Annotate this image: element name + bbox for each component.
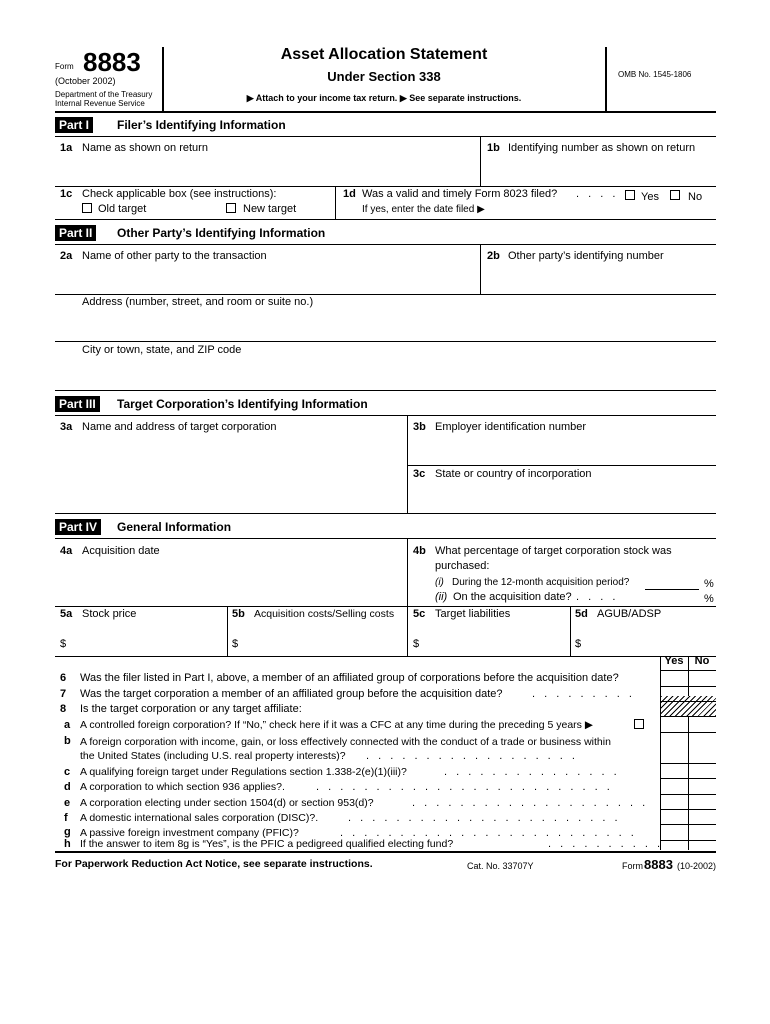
other-party-address-field[interactable]: [55, 310, 716, 340]
q8e-no-box[interactable]: [689, 795, 716, 808]
q6-no-box[interactable]: [689, 671, 716, 685]
q8h-letter: h: [64, 838, 71, 850]
line-5a-label: Stock price: [82, 608, 137, 620]
q7-no-box[interactable]: [689, 687, 716, 700]
line-4b-ii-dots: . . . .: [576, 591, 619, 603]
line-1a-number: 1a: [60, 142, 73, 154]
line-3c-number: 3c: [413, 468, 426, 480]
q8b-text-1: A foreign corporation with income, gain, or loss effectively connected with the conduct of a trade or business within: [80, 736, 611, 748]
old-target-checkbox[interactable]: [82, 203, 92, 213]
footer-form-number: 8883: [644, 857, 673, 872]
line-5d-dollar: $: [575, 638, 582, 650]
q7-dots: . . . . . . . . .: [532, 688, 635, 700]
form-8023-no-checkbox[interactable]: [670, 190, 680, 200]
line-1a-label: Name as shown on return: [82, 142, 208, 154]
q8c-yes-box[interactable]: [661, 764, 688, 777]
percent-sign-i: %: [704, 578, 714, 590]
line-1b-number: 1b: [487, 142, 500, 154]
line-5c-dollar: $: [413, 638, 420, 650]
line-1d-dots: . . . .: [576, 188, 619, 200]
line-4b-number: 4b: [413, 545, 426, 557]
address-label: Address (number, street, and room or suite no.): [82, 296, 314, 308]
q6-yes-box[interactable]: [661, 671, 688, 685]
new-target-checkbox[interactable]: [226, 203, 236, 213]
q8b-text-2: the United States (including U.S. real property interests)?: [80, 750, 346, 762]
line-5c-label: Target liabilities: [435, 608, 511, 620]
q8a-cfc-checkbox[interactable]: [634, 719, 644, 729]
agub-adsp-field[interactable]: [585, 636, 715, 654]
col-yes-header: Yes: [664, 655, 684, 667]
line-4a-number: 4a: [60, 545, 73, 557]
line-5d-number: 5d: [575, 608, 588, 620]
line-4b-label-1: What percentage of target corporation stock was: [435, 545, 672, 557]
q8c-dots: . . . . . . . . . . . . . . .: [444, 766, 620, 778]
line-3a-label: Name and address of target corporation: [82, 421, 277, 433]
part-2-tag: Part II: [55, 225, 96, 241]
q8h-dots: . . . . . . . . . .: [548, 838, 664, 850]
q8f-no-box[interactable]: [689, 810, 716, 823]
attach-instructions: ▶ Attach to your income tax return. ▶ See separate instructions.: [246, 93, 522, 103]
q8e-dots: . . . . . . . . . . . . . . . . . . . .: [412, 797, 649, 809]
q8h-no-box[interactable]: [689, 840, 716, 850]
q8h-text: If the answer to item 8g is “Yes”, is the PFIC a pedigreed qualified electing fund?: [80, 838, 454, 850]
line-4b-label-2: purchased:: [435, 560, 490, 572]
part-2-title: Other Party’s Identifying Information: [117, 226, 326, 240]
q8f-letter: f: [64, 812, 68, 824]
dept-line-2: Internal Revenue Service: [55, 99, 145, 108]
city-label: City or town, state, and ZIP code: [82, 344, 242, 356]
form-8023-yes-checkbox[interactable]: [625, 190, 635, 200]
line-3a-number: 3a: [60, 421, 73, 433]
line-1b-label: Identifying number as shown on return: [508, 142, 696, 154]
q8d-yes-box[interactable]: [661, 779, 688, 793]
part-1-title: Filer’s Identifying Information: [117, 118, 286, 132]
other-party-id-field[interactable]: [481, 264, 716, 292]
q8f-text: A domestic international sales corporation (DISC)?.: [80, 812, 319, 824]
date-filed-field[interactable]: [507, 203, 716, 217]
q8g-yes-box[interactable]: [661, 825, 688, 839]
q8d-no-box[interactable]: [689, 779, 716, 793]
yes-label: Yes: [641, 191, 659, 203]
line-4b-ii-label: On the acquisition date?: [453, 591, 572, 603]
q8b-no-box[interactable]: [689, 748, 716, 762]
q8a-text: A controlled foreign corporation? If “No,” check here if it was a CFC at any time during the preceding 5 years ▶: [80, 719, 593, 731]
line-5b-label: Acquisition costs/Selling costs: [254, 608, 395, 620]
q8f-dots: . . . . . . . . . . . . . . . . . . . . . . .: [348, 812, 621, 824]
line-1d-date-label: If yes, enter the date filed ▶: [362, 204, 485, 215]
q7-text: Was the target corporation a member of an affiliated group before the acquisition date?: [80, 688, 503, 700]
line-4b-i-number: (i): [435, 577, 444, 588]
acquisition-costs-field[interactable]: [242, 636, 405, 654]
q8c-letter: c: [64, 766, 71, 778]
percent-sign-ii: %: [704, 593, 714, 605]
q8f-yes-box[interactable]: [661, 810, 688, 823]
line-4a-label: Acquisition date: [82, 545, 160, 557]
new-target-label: New target: [243, 203, 297, 215]
old-target-label: Old target: [98, 203, 147, 215]
q6-number: 6: [60, 672, 67, 684]
q8d-text: A corporation to which section 936 applies?.: [80, 781, 285, 793]
q8g-text: A passive foreign investment company (PFIC)?: [80, 827, 299, 839]
line-3c-label: State or country of incorporation: [435, 468, 592, 480]
q7-number: 7: [60, 688, 67, 700]
target-ein-field[interactable]: [408, 436, 716, 464]
line-5b-number: 5b: [232, 608, 245, 620]
paperwork-notice: For Paperwork Reduction Act Notice, see separate instructions.: [55, 858, 373, 870]
stock-price-field[interactable]: [70, 636, 225, 654]
q8-number: 8: [60, 703, 67, 715]
form-title: Asset Allocation Statement: [280, 46, 488, 63]
line-5b-dollar: $: [232, 638, 239, 650]
line-3b-number: 3b: [413, 421, 426, 433]
other-party-city-field[interactable]: [55, 358, 716, 388]
line-2a-number: 2a: [60, 250, 73, 262]
line-2b-number: 2b: [487, 250, 500, 262]
q8b-letter: b: [64, 735, 71, 747]
omb-number: OMB No. 1545-1806: [618, 70, 692, 79]
line-1c-number: 1c: [60, 188, 73, 200]
q8a-yes-box[interactable]: [661, 717, 688, 731]
q8g-letter: g: [64, 826, 71, 838]
footer-form-word: Form: [622, 861, 643, 871]
form-word: Form: [55, 62, 74, 71]
line-4b-ii-number: (ii): [435, 591, 448, 603]
line-5a-number: 5a: [60, 608, 73, 620]
line-2b-label: Other party’s identifying number: [508, 250, 664, 262]
line-3b-label: Employer identification number: [435, 421, 587, 433]
q7-yes-box[interactable]: [661, 687, 688, 700]
q8c-no-box[interactable]: [689, 764, 716, 777]
q8g-dots: . . . . . . . . . . . . . . . . . . . . . . . . .: [340, 827, 637, 839]
q8a-letter: a: [64, 719, 71, 731]
q6-text: Was the filer listed in Part I, above, a member of an affiliated group of corporations before the acquisition date?: [80, 672, 619, 684]
no-label: No: [688, 191, 703, 203]
line-1d-number: 1d: [343, 188, 356, 200]
q8e-yes-box[interactable]: [661, 795, 688, 808]
target-name-address-field[interactable]: [55, 436, 407, 512]
part-1-tag: Part I: [55, 117, 93, 133]
line-4b-i-label: During the 12-month acquisition period?: [452, 577, 630, 588]
form-number: 8883: [83, 47, 141, 77]
line-5c-number: 5c: [413, 608, 426, 620]
col-no-header: No: [694, 655, 710, 667]
q8g-no-box[interactable]: [689, 825, 716, 839]
acquisition-date-field[interactable]: [55, 560, 407, 604]
q8a-no-box[interactable]: [689, 717, 716, 731]
q8c-text: A qualifying foreign target under Regulations section 1.338-2(e)(1)(iii)?: [80, 766, 407, 778]
q8b-yes-box[interactable]: [661, 748, 688, 762]
q8d-dots: . . . . . . . . . . . . . . . . . . . . . . . . .: [316, 781, 613, 793]
dept-line-1: Department of the Treasury: [55, 90, 153, 99]
line-2a-label: Name of other party to the transaction: [82, 250, 267, 262]
part-4-tag: Part IV: [55, 519, 101, 535]
line-5a-dollar: $: [60, 638, 67, 650]
q8b-dots: . . . . . . . . . . . . . . . . . .: [366, 750, 578, 762]
part-3-tag: Part III: [55, 396, 100, 412]
percent-acquisition-date-field[interactable]: [645, 591, 699, 604]
q8d-letter: d: [64, 781, 71, 793]
form-date: (October 2002): [55, 76, 116, 86]
filer-id-number-field[interactable]: [481, 156, 716, 184]
other-party-name-field[interactable]: [55, 264, 480, 292]
q8h-yes-box[interactable]: [661, 840, 688, 850]
catalog-number: Cat. No. 33707Y: [467, 861, 534, 871]
filer-name-field[interactable]: [55, 156, 480, 184]
q8e-letter: e: [64, 797, 71, 809]
line-1c-label: Check applicable box (see instructions):: [82, 188, 277, 200]
part-3-title: Target Corporation’s Identifying Information: [117, 397, 368, 411]
footer-revision: (10-2002): [677, 861, 717, 871]
q8e-text: A corporation electing under section 1504(d) or section 953(d)?: [80, 797, 374, 809]
form-subtitle: Under Section 338: [327, 69, 441, 84]
percent-12-month-field[interactable]: [645, 576, 699, 589]
target-state-field[interactable]: [408, 482, 716, 510]
q8-text: Is the target corporation or any target affiliate:: [80, 703, 302, 715]
line-5d-label: AGUB/ADSP: [597, 608, 662, 620]
part-4-title: General Information: [117, 520, 232, 534]
line-1d-label: Was a valid and timely Form 8023 filed?: [362, 188, 558, 200]
target-liabilities-field[interactable]: [423, 636, 568, 654]
